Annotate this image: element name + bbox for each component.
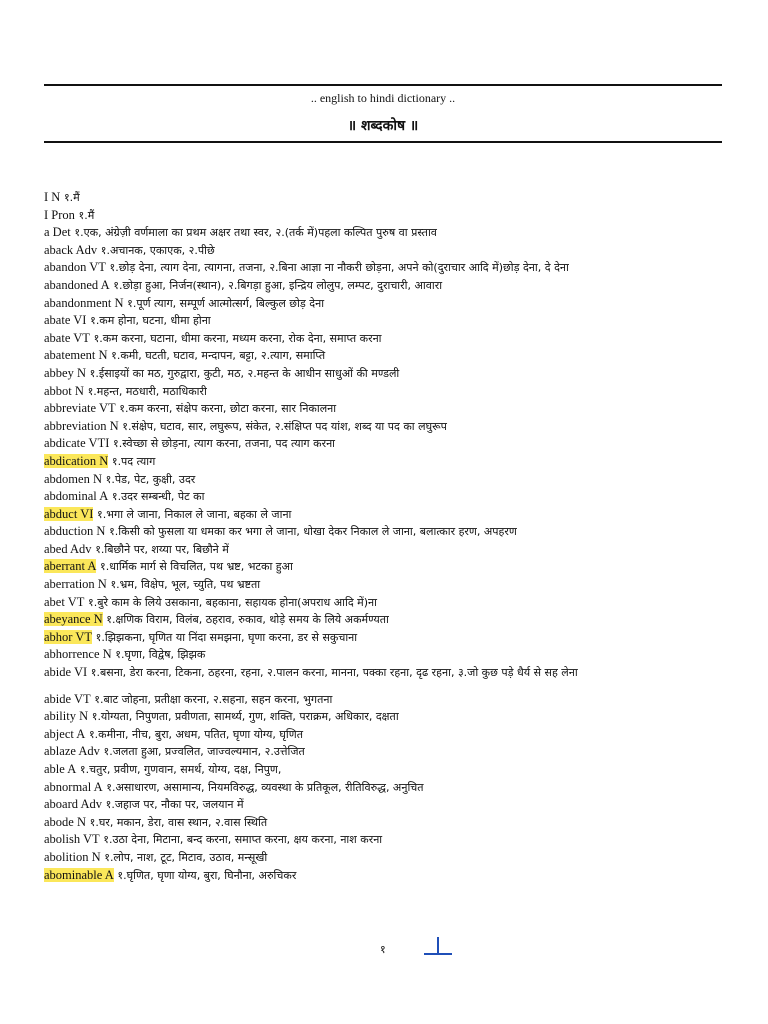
highlighted-headword[interactable]: abominable A — [44, 867, 114, 882]
dictionary-title: ॥ शब्दकोष ॥ — [347, 118, 419, 134]
highlighted-headword[interactable]: abduct VI — [44, 506, 94, 521]
dictionary-entry — [44, 471, 734, 489]
entry-definition: १.बुरे काम के लिये उसकाना, बहकाना, सहायक होना(अपराध आदि में)ना — [88, 595, 377, 609]
dictionary-entry — [44, 594, 734, 612]
entry-headword[interactable]: abode N — [44, 814, 86, 829]
entry-headword[interactable]: abbreviation N — [44, 418, 119, 433]
entry-definition: १.घृणा, विद्वेष, झिझक — [115, 648, 206, 662]
entry-definition: १.किसी को फुसला या धमका कर भगा ले जाना, धोखा देकर निकाल ले जाना, बलात्कार हरण, अपहरण — [109, 525, 517, 539]
entry-definition: १.छोड़ देना, त्याग देना, त्यागना, तजना, २.बिना आज्ञा ना नौकरी छोड़ना, अपने को(दुराचार आदि में)छोड़ देना, दे देना — [109, 261, 569, 275]
entry-definition: १.लोप, नाश, टूट, मिटाव, उठाव, मन्सूखी — [104, 850, 268, 864]
entry-headword[interactable]: abet VT — [44, 594, 85, 609]
dictionary-entry — [44, 664, 734, 682]
entry-definition: १.महन्त, मठधारी, मठाधिकारी — [87, 384, 207, 398]
entry-definition: १.बसना, डेरा करना, टिकना, ठहरना, रहना, २.पालन करना, मानना, पक्का रहना, दृढ रहना, ३.जो कुछ पड़े धैर्य से सह लेना — [90, 666, 578, 680]
entry-definition: १.भ्रम, विक्षेप, भूल, च्युति, पथ भ्रष्टता — [110, 578, 261, 592]
entry-headword[interactable]: abed Adv — [44, 541, 92, 556]
entry-headword[interactable]: abide VI — [44, 665, 88, 680]
entry-definition: १.धार्मिक मार्ग से विचलित, पथ भ्रष्ट, भटका हुआ — [100, 560, 293, 574]
entry-headword[interactable]: abnormal A — [44, 779, 103, 794]
entry-definition: १.छोड़ा हुआ, निर्जन(स्थान), २.बिगड़ा हुआ, इन्द्रिय लोलुप, लम्पट, दुराचारी, आवारा — [113, 278, 443, 292]
dictionary-entry — [44, 646, 734, 664]
entry-headword[interactable]: abduction N — [44, 524, 106, 539]
entry-definition: १.योग्यता, निपुणता, प्रवीणता, सामर्थ्य, गुण, शक्ति, पराक्रम, अधिकार, दक्षता — [91, 710, 399, 724]
dictionary-entry — [44, 726, 734, 744]
dictionary-entry — [44, 558, 734, 576]
entry-headword[interactable]: abate VI — [44, 313, 87, 328]
dictionary-entry — [44, 330, 734, 348]
entry-headword[interactable]: I N — [44, 190, 61, 204]
entry-headword[interactable]: I Pron — [44, 207, 75, 222]
entry-headword[interactable]: abject A — [44, 726, 86, 741]
entry-headword[interactable]: ability N — [44, 709, 89, 724]
entry-headword[interactable]: aboard Adv — [44, 797, 102, 812]
dictionary-entry — [44, 867, 734, 885]
dictionary-entry — [44, 242, 734, 260]
entry-definition: १.बाट जोहना, प्रतीक्षा करना, २.सहना, सहन करना, भुगतना — [94, 692, 333, 706]
dictionary-entry — [44, 779, 734, 797]
entry-definition: १.बिछौने पर, शय्या पर, बिछौने में — [95, 542, 229, 556]
dictionary-entry — [44, 453, 734, 471]
dictionary-entry — [44, 400, 734, 418]
entry-definition: १.कम होना, घटना, धीमा होना — [90, 314, 211, 328]
entry-headword[interactable]: abate VT — [44, 330, 90, 345]
page-link-marker-icon[interactable] — [424, 935, 452, 955]
entry-definition: १.पूर्ण त्याग, सम्पूर्ण आत्मोत्सर्ग, बिल्कुल छोड़ देना — [127, 296, 325, 310]
entry-definition: १.असाधारण, असामान्य, नियमविरुद्ध, व्यवस्था के प्रतिकूल, रीतिविरुद्ध, अनुचित — [106, 780, 424, 794]
entry-definition: १.भगा ले जाना, निकाल ले जाना, बहका ले जाना — [97, 507, 292, 521]
dictionary-entry — [44, 814, 734, 832]
entry-headword[interactable]: abdominal A — [44, 489, 109, 504]
dictionary-entry — [44, 743, 734, 761]
entry-headword[interactable]: aberration N — [44, 577, 107, 592]
dictionary-entry — [44, 488, 734, 506]
entry-headword[interactable]: aback Adv — [44, 242, 98, 257]
entry-headword[interactable]: a Det — [44, 225, 71, 240]
entry-headword[interactable]: abide VT — [44, 691, 91, 706]
entry-headword[interactable]: abbreviate VT — [44, 401, 116, 416]
highlighted-headword[interactable]: abdication N — [44, 453, 109, 468]
entry-definition: १.कम करना, संक्षेप करना, छोटा करना, सार निकालना — [119, 402, 337, 416]
entry-definition: १.जहाज पर, नौका पर, जलयान में — [105, 798, 244, 812]
dictionary-entry — [44, 347, 734, 365]
entry-definition: १.पेड, पेट, कुक्षी, उदर — [105, 472, 196, 486]
entry-definition: १.उठा देना, मिटाना, बन्द करना, समाप्त करना, क्षय करना, नाश करना — [103, 833, 383, 847]
dictionary-entry — [44, 224, 734, 242]
dictionary-entry — [44, 761, 734, 779]
dictionary-entry — [44, 691, 734, 709]
entry-headword[interactable]: abandon VT — [44, 260, 106, 275]
dictionary-entry — [44, 506, 734, 524]
dictionary-entry — [44, 365, 734, 383]
entry-definition: १.अचानक, एकाएक, २.पीछे — [100, 243, 215, 257]
dictionary-entry — [44, 796, 734, 814]
dictionary-entry — [44, 189, 734, 207]
dictionary-entry — [44, 576, 734, 594]
entry-definition: १.संक्षेप, घटाव, सार, लघुरूप, संकेत, २.संक्षिप्त पद यांश, शब्द या पद का लघुरूप — [122, 419, 447, 433]
dictionary-entry — [44, 312, 734, 330]
entry-definition: १.कम करना, घटाना, धीमा करना, मध्यम करना, रोक देना, समाप्त करना — [93, 331, 382, 345]
dictionary-entry — [44, 611, 734, 629]
dictionary-entry — [44, 541, 734, 559]
entry-definition: १.उदर सम्बन्धी, पेट का — [111, 490, 205, 504]
entry-definition: १.मैं — [63, 191, 80, 204]
entry-definition: १.चतुर, प्रवीण, गुणवान, समर्थ, योग्य, दक्ष, निपुण, — [79, 763, 282, 776]
entry-headword[interactable]: abandonment N — [44, 295, 124, 310]
dictionary-entry — [44, 277, 734, 295]
entry-headword[interactable]: abbot N — [44, 383, 84, 398]
dictionary-entry — [44, 295, 734, 313]
entry-headword[interactable]: abbey N — [44, 365, 86, 380]
dictionary-entry — [44, 435, 734, 453]
entry-definition: १.एक, अंग्रेज़ी वर्णमाला का प्रथम अक्षर तथा स्वर, २.(तर्क में)पहला कल्पित पुरुष वा प्रस्ताव — [74, 226, 437, 240]
dictionary-subtitle: .. english to hindi dictionary .. — [310, 91, 456, 105]
highlighted-headword[interactable]: aberrant A — [44, 559, 97, 574]
entry-list — [44, 189, 734, 884]
entry-headword[interactable]: abandoned A — [44, 277, 110, 292]
dictionary-entry — [44, 831, 734, 849]
entry-definition: १.पद त्याग — [111, 454, 156, 468]
bottom-rule — [44, 141, 722, 143]
entry-headword[interactable]: able A — [44, 762, 77, 776]
entry-headword[interactable]: abolish VT — [44, 832, 100, 847]
top-rule — [44, 84, 722, 86]
page-number: १ — [380, 943, 386, 956]
dictionary-entry — [44, 629, 734, 647]
entry-headword[interactable]: abolition N — [44, 849, 101, 864]
entry-definition: १.कमीना, नीच, बुरा, अधम, पतित, घृणा योग्य, घृणित — [88, 727, 303, 741]
highlighted-headword[interactable]: abhor VT — [44, 629, 93, 644]
highlighted-headword[interactable]: abeyance N — [44, 612, 103, 627]
dictionary-entry — [44, 708, 734, 726]
dictionary-entry — [44, 207, 734, 225]
entry-headword[interactable]: abdicate VTI — [44, 436, 110, 451]
entry-headword[interactable]: abhorrence N — [44, 647, 112, 662]
entry-headword[interactable]: abdomen N — [44, 471, 102, 486]
entry-definition: १.स्वेच्छा से छोड़ना, त्याग करना, तजना, पद त्याग करना — [113, 437, 336, 451]
entry-definition: १.कमी, घटती, घटाव, मन्दापन, बट्टा, २.त्याग, समाप्ति — [111, 349, 326, 363]
entry-definition: १.ईसाइयों का मठ, गुरुद्वारा, कुटी, मठ, २.महन्त के आधीन साधुओं की मण्डली — [89, 366, 400, 380]
dictionary-entry — [44, 523, 734, 541]
dictionary-entry — [44, 849, 734, 867]
entry-definition: १.घर, मकान, डेरा, वास स्थान, २.वास स्थिति — [89, 815, 268, 829]
dictionary-entry — [44, 383, 734, 401]
dictionary-entry — [44, 259, 734, 277]
dictionary-entry — [44, 418, 734, 436]
entry-headword[interactable]: ablaze Adv — [44, 744, 100, 759]
entry-definition: १.क्षणिक विराम, विलंब, ठहराव, रुकाव, थोड़े समय के लिये अकर्मण्यता — [106, 613, 389, 627]
entry-definition: १.मैं — [78, 208, 95, 222]
entry-headword[interactable]: abatement N — [44, 348, 108, 363]
entry-definition: १.झिझकना, घृणित या निंदा समझना, घृणा करना, डर से सकुचाना — [95, 630, 358, 644]
entry-definition: १.जलता हुआ, प्रज्वलित, जाज्वल्यमान, २.उत्तेजित — [103, 745, 305, 759]
entry-definition: १.घृणित, घृणा योग्य, बुरा, घिनौना, अरुचिकर — [117, 868, 297, 882]
